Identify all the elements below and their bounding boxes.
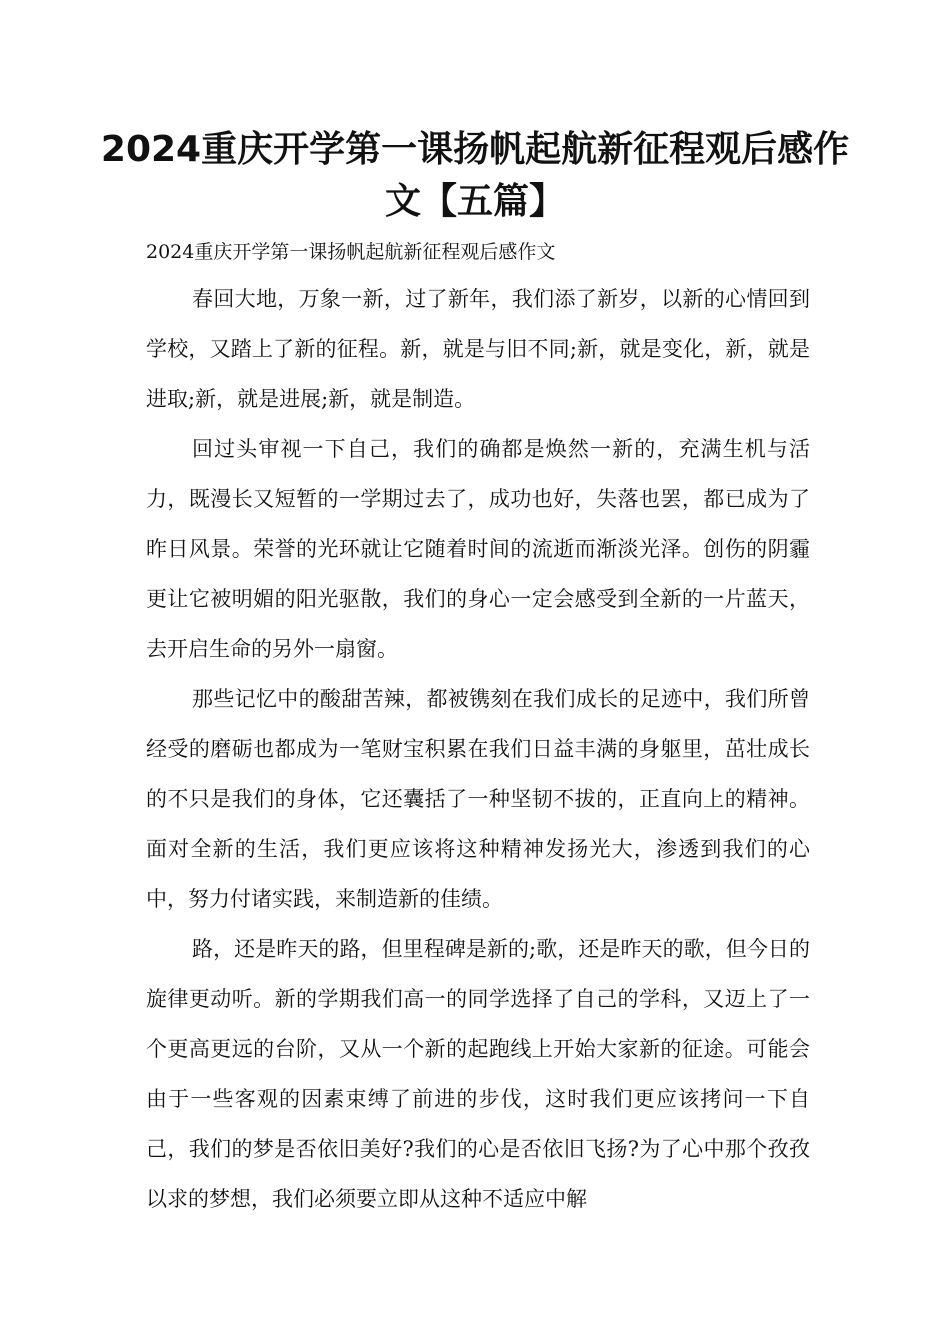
document-subtitle: 2024重庆开学第一课扬帆起航新征程观后感作文 [146, 241, 556, 263]
paragraph: 回过头审视一下自己，我们的确都是焕然一新的，充满生机与活力，既漫长又短暂的一学期过去了，成功也好，失落也罢，都已成为了昨日风景。荣誉的光环就让它随着时间的流逝而渐淡光泽。创伤的阴霾更让它被明媚的阳光驱散，我们的身心一定会感受到全新的一片蓝天，去开启生命的另外一扇窗。 [146, 437, 810, 661]
document-body [146, 274, 810, 1224]
paragraph: 春回大地，万象一新，过了新年，我们添了新岁，以新的心情回到学校，又踏上了新的征程。新，就是与旧不同;新，就是变化，新，就是进取;新，就是进展;新，就是制造。 [146, 287, 810, 411]
paragraph: 那些记忆中的酸甜苦辣，都被镌刻在我们成长的足迹中，我们所曾经受的磨砺也都成为一笔财宝积累在我们日益丰满的身躯里，茁壮成长的不只是我们的身体，它还囊括了一种坚韧不拔的，正直向上的精神。面对全新的生活，我们更应该将这种精神发扬光大，渗透到我们的心中，努力付诸实践，来制造新的佳绩。 [146, 687, 810, 911]
paragraph: 路，还是昨天的路，但里程碑是新的;歌，还是昨天的歌，但今日的旋律更动听。新的学期我们高一的同学选择了自己的学科，又迈上了一个更高更远的台阶，又从一个新的起跑线上开始大家新的征途。可能会由于一些客观的因素束缚了前进的步伐，这时我们更应该拷问一下自己，我们的梦是否依旧美好?我们的心是否依旧飞扬?为了心中那个孜孜以求的梦想，我们必须要立即从这种不适应中解 [146, 937, 810, 1211]
document-title: 2024重庆开学第一课扬帆起航新征程观后感作文【五篇】 [100, 129, 850, 222]
